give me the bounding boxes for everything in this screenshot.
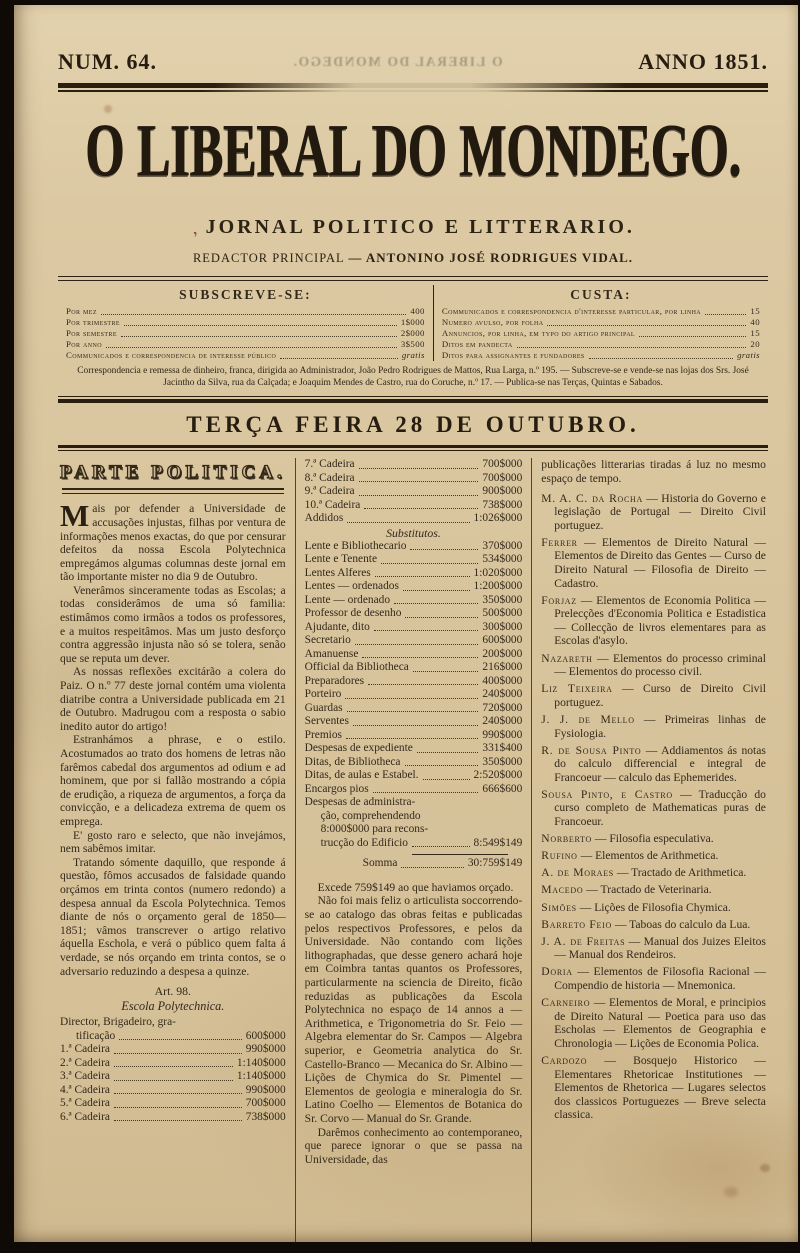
somma-label: Somma: [362, 857, 398, 870]
row-value: 600$000: [482, 634, 523, 647]
paragraph: Não foi mais feliz o articulista soccorrendo-se ao catalogo das obras feitas e publicadas pelos respectivos Professores, e pelos da Universidade. Não contando com lições lithographadas, que desse genero achará hoje em Coimbra tantas quantos os Professores, particularmente na sciencia de Direito, ficão reduzidas as publicações da Escola Polytechnica no espaço de 14 annos a — Arithmetica, e Trigonometria do Sr. Feio — Algebra elementar do Sr. Campos — Algebra superior, e Geometria analytica do Sr. Castello-Branco — Mecanica do Sr. Albino — Lições de Chymica do Sr. Pimentel — Elementos de geologia e mineralogia do Sr. Latino Coelho — Elementos de Botanica do Sr. Corvo — Manual do Sr. Grande.: [304, 894, 523, 1125]
dotted-leader: [280, 350, 398, 359]
bibliography-entry: [541, 935, 766, 962]
bibliography-entry: [541, 965, 766, 992]
table-row: [60, 1057, 286, 1071]
row-value: 666$600: [482, 782, 523, 795]
bibliography-entry: [541, 536, 766, 590]
year-label: ANNO 1851.: [638, 49, 768, 74]
price-label: Annuncios, por linha, em typo do artigo principal: [441, 328, 635, 338]
dotted-leader: [121, 328, 397, 337]
dotted-leader: [368, 675, 478, 686]
table-row: [305, 567, 523, 581]
row-value: 600$000: [245, 1029, 286, 1042]
dotted-leader: [405, 756, 479, 767]
author-name: Simões: [541, 900, 577, 914]
column-2-paragraphs: [305, 881, 523, 1166]
entry-works: — Tractado de Veterinaria.: [583, 883, 712, 897]
column-1-paragraphs: [60, 498, 286, 978]
redactor-line: [58, 250, 768, 266]
table-row: [305, 837, 523, 851]
row-label: 6.ª Cadeira: [60, 1110, 110, 1123]
bibliography-entry: [541, 713, 766, 740]
redactor-label: REDACTOR PRINCIPAL: [192, 251, 345, 265]
table-row: [305, 769, 523, 783]
entry-works: — Traducção do curso completo de Mathematicas puras de Francoeur.: [554, 787, 766, 829]
bibliography-entry: [541, 594, 766, 648]
rule-thin: [58, 450, 768, 451]
author-name: Rufino: [541, 849, 578, 863]
dotted-leader: [114, 1057, 233, 1068]
bibliography-entry: [541, 918, 766, 932]
table-row: [305, 688, 523, 702]
rule-thick: [58, 399, 768, 403]
row-value: 1:020$000: [473, 566, 523, 579]
subtitle: JORNAL POLITICO E LITTERARIO.: [205, 216, 635, 238]
dotted-leader: [394, 594, 478, 605]
row-label: Ajudante, dito: [304, 620, 370, 633]
author-name: A. de Moraes: [541, 866, 614, 880]
budget-table-continued: [305, 458, 523, 526]
dotted-leader: [114, 1043, 242, 1054]
table-row: [305, 458, 523, 472]
author-name: J. J. de Mello: [541, 712, 635, 726]
table-row: [305, 702, 523, 716]
date-line: TERÇA FEIRA 28 DE OUTUBRO.: [186, 411, 640, 437]
subscribe-title: SUBSCREVE-SE:: [179, 287, 312, 302]
dotted-leader: [417, 742, 479, 753]
row-label: tificação: [76, 1029, 116, 1042]
author-name: Liz Teixeira: [541, 682, 613, 696]
dotted-leader: [359, 458, 479, 469]
row-value: 700$000: [482, 458, 523, 471]
row-label: Lentes Alferes: [304, 566, 371, 579]
price-value: 3$500: [400, 339, 425, 349]
row-value: 900$000: [482, 485, 523, 498]
bibliography-entry: [541, 901, 766, 915]
paragraph: Tratando sómente daquillo, que responde á questão, fômos accusados de falsidade quando orçámos em trinta contos (numero redondo) a despesa annual da Escola Polytechnica. Temos diante de nós o orçamento geral de 1850—1851; vâmos transcrever o artigo relativo áquella Eschola, e verá o público quem falta á verdade, se nós orçando em trinta contos, se o adversario reduzindo a despesa a quinze.: [60, 855, 286, 978]
bibliography-entry: [541, 788, 766, 829]
dotted-leader: [114, 1111, 242, 1122]
row-label: trucção do Edificio: [320, 836, 408, 849]
author-name: Carneiro: [541, 996, 591, 1010]
row-value: 534$000: [482, 553, 523, 566]
table-row: [305, 512, 523, 526]
row-value: 1:140$000: [236, 1056, 286, 1069]
entry-works: — Manual dos Juizes Eleitos — Manual dos Rendeiros.: [554, 934, 766, 962]
table-row: [305, 729, 523, 743]
bibliography-entry: [541, 682, 766, 709]
row-label: Lente e Tenente: [304, 553, 377, 566]
table-row: [60, 1070, 286, 1084]
row-label: 3.ª Cadeira: [60, 1070, 110, 1083]
bibliography-entry: [541, 492, 766, 533]
row-label: Lente — ordenado: [304, 593, 391, 606]
newspaper-page: [14, 5, 798, 1242]
cost-block: [433, 285, 768, 361]
row-label: 8:000$000 para recons-: [320, 823, 429, 836]
row-label: Preparadores: [304, 674, 365, 687]
rule-thick: [58, 445, 768, 449]
row-label: 4.ª Cadeira: [60, 1083, 110, 1096]
price-row: [66, 317, 425, 328]
price-row: [442, 350, 760, 361]
dotted-leader: [425, 810, 519, 821]
price-value: 2$000: [400, 328, 425, 338]
table-row: [305, 661, 523, 675]
price-label: Por mez: [66, 306, 97, 316]
entry-works: — Elementos de Direito Natural — Elementos de Direito das Gentes — Curso de Direito Natural — Filosofia de Direito — Cadastro.: [554, 535, 766, 590]
price-value: 400: [410, 306, 425, 316]
row-value: 1:026$000: [473, 512, 523, 525]
paragraph: Estranhámos a phrase, e o estilo. Acostumados ao trato dos homens de letras não farêmos cabedal dos argumentos ad odium e ad hominem, que por si fallão mostrando a cópia de erudição, a riqueza de argumentos, a força da convicção, e a delicadeza extrema de quem os emprega.: [60, 733, 286, 828]
table-row: [305, 675, 523, 689]
table-row: [305, 823, 523, 837]
article-columns: [58, 458, 768, 1242]
table-row: [305, 648, 523, 662]
entry-works: — Elementos de Economia Politica — Prelecções d'Economia Politica e Estadistica — Collecção de livros elementares para as Escolas d'asylo.: [554, 593, 766, 648]
dotted-leader: [373, 783, 479, 794]
price-label: Communicados e correspondencia d'interesse particular, por linha: [441, 306, 702, 316]
row-value: 738$000: [482, 498, 523, 511]
dotted-leader: [547, 317, 746, 326]
row-label: Porteiro: [304, 688, 342, 701]
dotted-leader: [375, 567, 470, 578]
entry-works: — Taboas do calculo da Lua.: [611, 917, 751, 931]
paragraph: E' gosto raro e selecto, que não invejámos, nem sabêmos imitar.: [60, 828, 286, 856]
masthead-wrap: [58, 98, 768, 202]
price-row: [442, 339, 760, 350]
row-label: Lente e Bibliothecario: [304, 539, 407, 552]
cost-title: CUSTA:: [570, 287, 632, 302]
dotted-leader: [705, 306, 746, 315]
price-value: gratis: [401, 350, 425, 360]
bibliography-entry: [541, 832, 766, 846]
dotted-leader: [589, 350, 733, 359]
entry-works: — Historia do Governo e legislação de Portugal — Direito Civil portuguez.: [554, 491, 766, 532]
row-label: 8.ª Cadeira: [304, 471, 355, 484]
row-value: 331$400: [482, 742, 523, 755]
row-label: Addidos: [304, 512, 344, 525]
column-3-intro: publicações litterarias tiradas á luz no mesmo espaço de tempo.: [541, 458, 766, 485]
price-label: Numero avulso, por folha: [441, 317, 544, 327]
table-row: [60, 1016, 286, 1030]
row-value: 200$000: [482, 647, 523, 660]
entry-works: — Elementos do processo criminal — Elementos do processo civil.: [554, 651, 766, 679]
sum-rule: [412, 854, 508, 855]
dotted-leader: [114, 1097, 242, 1108]
entry-works: — Elementos de Filosofia Racional — Compendio de historia — Mnemonica.: [554, 965, 766, 992]
row-label: Lentes — ordenados: [304, 580, 399, 593]
author-name: R. de Sousa Pinto: [541, 743, 642, 757]
row-value: 700$000: [245, 1097, 286, 1110]
header-rule: [58, 83, 768, 92]
author-name: Macedo: [541, 883, 584, 897]
table-row: [305, 499, 523, 513]
row-label: Ditas, de Bibliotheca: [304, 755, 401, 768]
table-row: [305, 621, 523, 635]
author-name: Sousa Pinto, e Castro: [541, 787, 673, 801]
table-row: [305, 783, 523, 797]
dotted-leader: [106, 339, 397, 348]
row-label: 2.ª Cadeira: [60, 1056, 110, 1069]
row-value: 350$000: [482, 755, 523, 768]
entry-works: — Primeiras linhas de Fysiologia.: [554, 712, 766, 740]
price-value: 20: [750, 339, 760, 349]
paragraph: Excede 759$149 ao que haviamos orçado.: [317, 880, 514, 894]
author-name: Forjaz: [541, 593, 577, 607]
row-value: 400$000: [482, 674, 523, 687]
column-2: [295, 458, 532, 1242]
dotted-leader: [432, 823, 518, 834]
budget-table: [60, 1016, 286, 1124]
row-label: Secretario: [304, 634, 351, 647]
price-label: Por anno: [66, 339, 102, 349]
bibliography-entry: [541, 849, 766, 863]
bibliography-entry: [541, 996, 766, 1050]
table-row: [305, 796, 523, 810]
table-row: [60, 1097, 286, 1111]
dotted-leader: [355, 634, 479, 645]
row-label: Director, Brigadeiro, gra-: [60, 1016, 176, 1029]
section-title-rule: [62, 488, 284, 494]
entry-works: — Curso de Direito Civil portuguez.: [554, 682, 766, 709]
entry-works: — Bosquejo Historico — Elementares Rhetoricae Institutiones — Elementos de Rhetorica — Lugares selectos dos classicos Portuguezes — Breve selecta classica.: [554, 1053, 766, 1122]
row-label: 7.ª Cadeira: [304, 458, 355, 471]
article-heading: Art. 98.: [154, 984, 191, 999]
row-value: 738$000: [245, 1110, 286, 1123]
row-value: 240$000: [482, 688, 523, 701]
author-name: Barreto Feio: [541, 917, 612, 931]
author-name: Nazareth: [541, 651, 593, 665]
row-label: Guardas: [304, 701, 343, 714]
bibliography-entry: [541, 1054, 766, 1122]
row-value: 350$000: [482, 593, 523, 606]
price-row: [442, 328, 760, 339]
redactor-name: — ANTONINO JOSÉ RODRIGUES VIDAL.: [348, 250, 634, 265]
price-row: [66, 350, 425, 361]
row-label: 5.ª Cadeira: [60, 1097, 110, 1110]
issue-number: NUM. 64.: [58, 49, 158, 74]
entry-works: — Elementos de Arithmetica.: [577, 849, 719, 863]
dotted-leader: [419, 796, 518, 807]
table-row: [305, 607, 523, 621]
row-value: 720$000: [482, 701, 523, 714]
price-label: Ditos para assignantes e fundadores: [441, 350, 585, 360]
price-value: 15: [750, 328, 760, 338]
row-label: Amanuense: [304, 647, 359, 660]
price-label: Por semestre: [66, 328, 117, 338]
table-row: [305, 715, 523, 729]
row-value: 2:520$000: [473, 769, 523, 782]
price-row: [66, 339, 425, 350]
price-value: 1$000: [400, 317, 425, 327]
entry-works: — Tractado de Arithmetica.: [613, 866, 747, 880]
table-row: [60, 1030, 286, 1044]
price-row: [442, 306, 760, 317]
section-title: PARTE POLITICA.: [60, 462, 286, 484]
row-label: Ditas, de aulas e Estabel.: [304, 769, 419, 782]
row-label: 1.ª Cadeira: [60, 1043, 110, 1056]
price-value: gratis: [737, 350, 760, 360]
row-value: 500$000: [482, 607, 523, 620]
dotted-leader: [346, 729, 478, 740]
dotted-leader: [180, 1016, 282, 1027]
table-row: [305, 634, 523, 648]
dotted-leader: [345, 688, 478, 699]
price-value: 15: [750, 306, 760, 316]
table-row: [60, 1111, 286, 1125]
table-row: [305, 594, 523, 608]
table-subheading: Substitutos.: [386, 525, 441, 540]
row-label: 9.ª Cadeira: [304, 485, 355, 498]
row-label: Official da Bibliotheca: [304, 661, 409, 674]
dotted-leader: [410, 540, 478, 551]
dotted-leader: [381, 553, 478, 564]
subscribe-rows: [66, 306, 425, 361]
article-subheading: Escola Polytechnica.: [121, 999, 225, 1014]
author-name: J. A. de Freitas: [541, 934, 626, 948]
row-value: 370$000: [482, 539, 523, 552]
divider-rule: [58, 276, 768, 281]
table-row: [305, 756, 523, 770]
somma-row: [305, 857, 523, 871]
dotted-leader: [403, 580, 470, 591]
table-row: [305, 742, 523, 756]
pricing-section: [58, 285, 768, 361]
price-row: [442, 317, 760, 328]
subscribe-block: [58, 285, 433, 361]
ghost-showthrough-text: O LIBERAL DO MONDEGO.: [292, 54, 503, 69]
table-row: [305, 472, 523, 486]
row-value: 990$000: [245, 1083, 286, 1096]
column-1: [58, 458, 295, 1242]
dotted-leader: [347, 702, 479, 713]
entry-works: — Addiamentos ás notas do calculo differencial e integral de Francoeur — calculo das Ephemerides.: [554, 743, 766, 784]
dotted-leader: [101, 306, 407, 315]
entry-works: — Filosofia especulativa.: [591, 832, 714, 846]
row-label: Despesas de administra-: [304, 796, 416, 809]
price-value: 40: [750, 317, 760, 327]
row-value: 1:140$000: [236, 1070, 286, 1083]
table-row: [305, 553, 523, 567]
column-3: [531, 458, 768, 1242]
dotted-leader: [413, 661, 479, 672]
bibliography-list: [541, 492, 766, 1122]
price-label: Ditos em pandecta: [441, 339, 513, 349]
somma-value: 30:759$149: [467, 857, 523, 870]
row-label: ção, comprehendendo: [320, 809, 421, 822]
cost-rows: [442, 306, 760, 361]
paragraph: As nossas reflexões excitárão a colera do Paiz. O n.º 77 deste jornal contém uma violenta diatribe contra a Universidade publicada em 21 de Outubro. Madrugou com a resposta o sabio inedito autor do artigo!: [60, 665, 286, 733]
table-row: [305, 485, 523, 499]
dotted-leader: [359, 472, 479, 483]
row-label: Professor de desenho: [304, 607, 402, 620]
row-value: 990$000: [245, 1043, 286, 1056]
bibliography-entry: [541, 866, 766, 880]
dotted-leader: [347, 512, 469, 523]
row-value: 216$000: [482, 661, 523, 674]
subtitle-row: [58, 216, 768, 239]
dotted-leader: [639, 328, 746, 337]
dotted-leader: [423, 769, 470, 780]
author-name: Doria: [541, 965, 573, 979]
paragraph: Darêmos conhecimento ao contemporaneo, que parece ignorar o que se passa na Universidade, das: [304, 1125, 523, 1166]
budget-table-substitutos: [305, 540, 523, 851]
row-value: 8:549$149: [473, 836, 523, 849]
dotted-leader: [374, 621, 479, 632]
dotted-leader: [364, 499, 478, 510]
entry-works: — Elementos de Moral, e principios de Direito Natural — Poetica para uso das Escholas — Elementos de Geographia e Chronologia — Lições de Economia Polica.: [554, 996, 766, 1050]
row-value: 990$000: [482, 728, 523, 741]
rule-thin: [58, 396, 768, 397]
table-row: [305, 580, 523, 594]
row-label: Despesas de expediente: [304, 742, 413, 755]
row-label: Serventes: [304, 715, 349, 728]
price-row: [66, 328, 425, 339]
row-label: Encargos pios: [304, 782, 369, 795]
price-row: [66, 306, 425, 317]
dotted-leader: [517, 339, 747, 348]
row-label: 10.ª Cadeira: [304, 498, 361, 511]
table-row: [60, 1043, 286, 1057]
author-name: M. A. C. da Rocha: [541, 491, 643, 505]
dotted-leader: [405, 607, 478, 618]
administration-note: Correspondencia e remessa de dinheiro, franca, dirigida ao Administrador, João Pedro Rodrigues de Mattos, Rua Larga, n.º 195. — Subscreve-se e vende-se nas lojas dos Srs. José Jacintho da Silva, rua da Calçada; e Joaquim Mendes de Castro, rua do Coruche, n.º 17. — Publica-se nas Terças, Quintas e Sabados.: [77, 366, 749, 389]
dotted-leader: [353, 715, 478, 726]
row-label: Premios: [304, 728, 342, 741]
row-value: 1:200$000: [473, 580, 523, 593]
author-name: Ferrer: [541, 535, 578, 549]
table-row: [60, 1084, 286, 1098]
bibliography-entry: [541, 744, 766, 785]
bibliography-entry: [541, 883, 766, 897]
masthead-title: O LIBERAL DO MONDEGO.: [85, 108, 741, 192]
ink-mark: ,: [187, 217, 199, 238]
top-bar: [58, 49, 768, 75]
row-value: 240$000: [482, 715, 523, 728]
dotted-leader: [114, 1084, 242, 1095]
table-row: [305, 810, 523, 824]
price-label: Communicados e correspondencia de interesse público: [66, 350, 277, 360]
dotted-leader: [412, 837, 470, 848]
author-name: Norberto: [541, 832, 592, 846]
dotted-leader: [124, 317, 397, 326]
author-name: Cardozo: [541, 1053, 588, 1067]
dotted-leader: [359, 485, 479, 496]
paragraph: Venerâmos sinceramente todas as Escolas; a todas considerâmos de uma só familia: estimâmos como irmãos a todos os professores, e a muitos respeitâmos. Mas um justo desforço contra aggressão injusta não só se tolera, senão que se reputa um dever.: [60, 583, 286, 665]
bibliography-entry: [541, 652, 766, 679]
dotted-leader: [114, 1070, 233, 1081]
dotted-leader: [401, 857, 463, 868]
dotted-leader: [362, 648, 478, 659]
row-value: 300$000: [482, 620, 523, 633]
row-value: 700$000: [482, 471, 523, 484]
dotted-leader: [119, 1030, 242, 1041]
table-row: [305, 540, 523, 554]
price-label: Por trimestre: [66, 317, 120, 327]
paragraph: Mais por defender a Universidade de accusações injustas, filhas por ventura de informações menos exactas, do que por censurar defeitos da nossa Escola Polytechnica empregámos algumas columnas deste jornal em tão importante mister no dia 9 de Outubro.: [60, 498, 286, 584]
entry-works: — Lições de Filosofia Chymica.: [576, 900, 731, 914]
